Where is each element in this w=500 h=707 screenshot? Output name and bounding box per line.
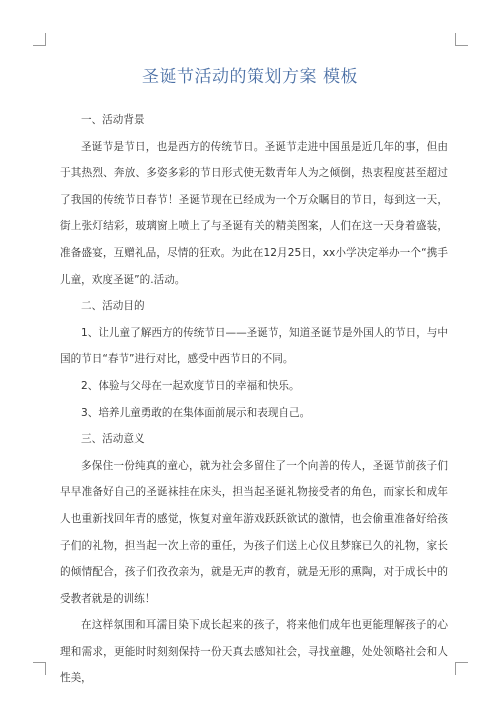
document-title: 圣诞节活动的策划方案 模板 <box>142 67 358 87</box>
section-heading-background: 一、活动背景 <box>81 114 145 126</box>
crop-mark-top-right <box>455 33 468 46</box>
section-heading-purpose: 二、活动目的 <box>81 300 145 313</box>
paragraph-purpose-2: 2、体验与父母在一起欢度节日的幸福和快乐。 <box>81 379 300 392</box>
crop-mark-bottom-left <box>33 662 46 675</box>
paragraph-purpose-3: 3、培养儿童勇敢的在集体面前展示和表现自己。 <box>81 406 311 419</box>
paragraph-purpose-1: 1、让儿童了解西方的传统节日——圣诞节，知道圣诞节是外国人的节日，与中国的节日“春节”进行对比，感受中西节日的不同。 <box>60 326 448 366</box>
section-heading-significance: 三、活动意义 <box>81 433 145 446</box>
paragraph-background: 圣诞节是节日，也是西方的传统节日。圣诞节走进中国虽是近几年的事，但由于其热烈、奔放、多姿多彩的节日形式使无数青年人为之倾倒，热衷程度甚至超过了我国的传统节日春节！圣诞节现在已经成为一个万众瞩目的节日，每到这一天，街上张灯结彩，玻璃窗上喷上了与圣诞有关的精美图案，人们在这一天身着盛装，准备盛宴，互赠礼品，尽情的狂欢。为此在12月25日，xx小学决定举办一个“携手儿童，欢度圣诞”的.活动。 <box>60 140 448 286</box>
document-body <box>60 107 448 692</box>
crop-mark-bottom-right <box>455 662 468 675</box>
crop-mark-top-left <box>33 33 46 46</box>
paragraph-significance-1: 多保住一份纯真的童心，就为社会多留住了一个向善的传人，圣诞节前孩子们早早准备好自己的圣诞袜挂在床头，担当起圣诞礼物接受者的角色，而家长和成年人也重新找回年青的感觉，恢复对童年游戏跃跃欲试的激情，也会偷重准备好给孩子们的礼物，担当起一次上帝的重任，为孩子们送上心仪且梦寐已久的礼物，家长的倾情配合，孩子们孜孜亲为，就是无声的教育，就是无形的熏陶，对于成长中的受教者就是的训练！ <box>60 459 448 605</box>
paragraph-significance-2: 在这样氛围和耳濡目染下成长起来的孩子，将来他们成年也更能理解孩子的心理和需求，更能时时刻刻保持一份天真去感知社会，寻找童趣，处处领略社会和人性美， <box>60 619 448 685</box>
